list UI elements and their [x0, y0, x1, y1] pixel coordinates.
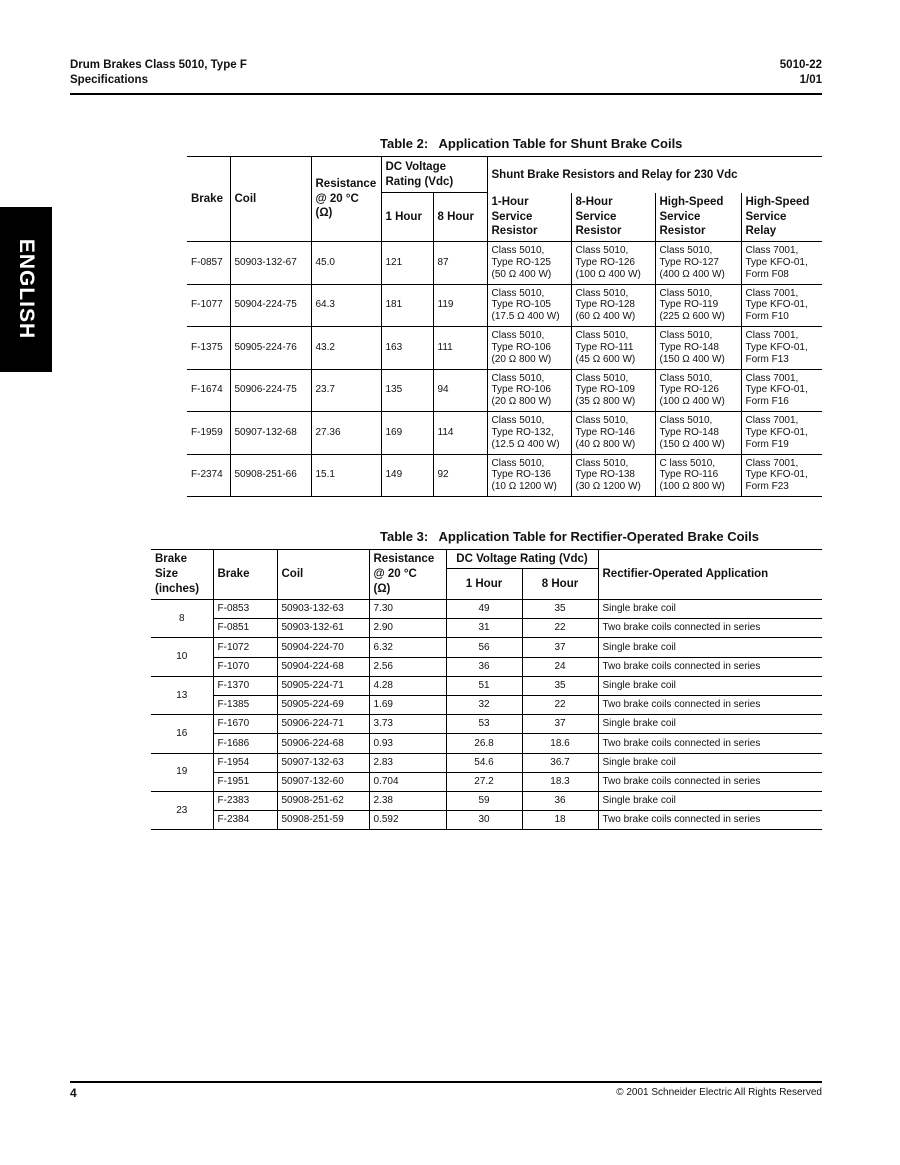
table-row	[151, 638, 822, 657]
document-title: Drum Brakes Class 5010, Type F	[70, 59, 247, 71]
cell-line: (150 Ω 400 W)	[659, 438, 725, 450]
col-header-hs-resistor: High-Speed Service Resistor	[655, 193, 741, 242]
table2-body	[187, 242, 822, 497]
col-header-application: Rectifier-Operated Application	[598, 550, 822, 600]
high-speed-resistor-cell	[655, 242, 741, 285]
brake-cell: F-1951	[213, 772, 277, 791]
table-row	[187, 284, 822, 327]
cell-line: (400 Ω 400 W)	[659, 268, 725, 280]
resistance-cell: 0.93	[369, 734, 446, 753]
application-cell: Single brake coil	[598, 600, 822, 619]
coil-cell: 50906-224-75	[230, 369, 311, 412]
brake-size-cell: 13	[151, 676, 213, 714]
eight-hour-resistor-cell	[571, 454, 655, 497]
cell-line: Type RO-148	[659, 426, 719, 438]
one-hour-cell: 54.6	[446, 753, 522, 772]
cell-line: Type RO-125	[491, 256, 551, 268]
cell-line: (100 Ω 800 W)	[659, 481, 725, 493]
size-label-1: Brake	[155, 553, 187, 565]
eight-hour-cell: 36	[522, 791, 598, 810]
cell-line: Type RO-148	[659, 341, 719, 353]
cell-line: (100 Ω 400 W)	[575, 268, 641, 280]
cell-line: Type KFO-01,	[745, 384, 808, 396]
cell-line: (20 Ω 800 W)	[491, 353, 552, 365]
cell-line: Type RO-138	[575, 469, 635, 481]
resistance-cell: 23.7	[311, 369, 381, 412]
table-row	[187, 327, 822, 370]
size-label-2: Size	[155, 568, 179, 580]
resistance-cell: 4.28	[369, 676, 446, 695]
cell-line: (12.5 Ω 400 W)	[491, 438, 560, 450]
cell-line: Class 5010,	[491, 415, 545, 427]
cell-line: Type RO-105	[491, 299, 551, 311]
table-row	[187, 242, 822, 285]
col-header-brake: Brake	[213, 550, 277, 600]
size-label-3: (inches)	[155, 583, 200, 595]
rectifier-brake-coils-table	[151, 549, 822, 830]
cell-line: (10 Ω 1200 W)	[491, 481, 557, 493]
cell-line: Type KFO-01,	[745, 341, 808, 353]
resistance-label-3: (Ω)	[315, 207, 333, 219]
resistance-cell: 2.56	[369, 657, 446, 676]
col-header-resistance	[369, 550, 446, 600]
resistance-cell: 2.90	[369, 619, 446, 638]
cell-line: Class 7001,	[745, 415, 799, 427]
application-cell: Two brake coils connected in series	[598, 734, 822, 753]
eight-hour-cell: 37	[522, 715, 598, 734]
brake-cell: F-0857	[187, 242, 230, 285]
cell-line: Type RO-128	[575, 299, 635, 311]
one-hour-resistor-cell	[487, 412, 571, 455]
one-hour-cell: 32	[446, 695, 522, 714]
brake-cell: F-1385	[213, 695, 277, 714]
resistance-cell: 0.592	[369, 811, 446, 830]
application-cell: Two brake coils connected in series	[598, 695, 822, 714]
resistance-cell: 2.83	[369, 753, 446, 772]
brake-cell: F-2383	[213, 791, 277, 810]
cell-line: Type KFO-01,	[745, 426, 808, 438]
cell-line: Class 5010,	[491, 330, 545, 342]
brake-size-cell: 16	[151, 715, 213, 753]
high-speed-relay-cell	[741, 454, 822, 497]
one-hour-cell: 181	[381, 284, 433, 327]
eight-hour-cell: 35	[522, 676, 598, 695]
cell-line: Class 7001,	[745, 457, 799, 469]
resistance-cell: 0.704	[369, 772, 446, 791]
resistance-cell: 2.38	[369, 791, 446, 810]
one-hour-cell: 36	[446, 657, 522, 676]
brake-cell: F-1072	[213, 638, 277, 657]
col-header-hs-relay: High-Speed Service Relay	[741, 193, 822, 242]
application-cell: Two brake coils connected in series	[598, 657, 822, 676]
one-hour-resistor-cell	[487, 242, 571, 285]
one-hour-cell: 51	[446, 676, 522, 695]
header-right	[780, 58, 822, 88]
coil-cell: 50907-132-68	[230, 412, 311, 455]
col-header-dc-voltage: DC Voltage Rating (Vdc)	[446, 550, 598, 569]
cell-line: Class 7001,	[745, 372, 799, 384]
document-number: 5010-22	[779, 59, 822, 71]
cell-line: Class 5010,	[659, 245, 713, 257]
cell-line: (20 Ω 800 W)	[491, 396, 552, 408]
high-speed-relay-cell	[741, 284, 822, 327]
coil-cell: 50906-224-68	[277, 734, 369, 753]
header-left	[70, 58, 247, 88]
eight-hour-cell: 36.7	[522, 753, 598, 772]
coil-cell: 50907-132-60	[277, 772, 369, 791]
brake-cell: F-2384	[213, 811, 277, 830]
high-speed-resistor-cell	[655, 284, 741, 327]
cell-line: Class 5010,	[659, 415, 713, 427]
brake-size-cell: 23	[151, 791, 213, 829]
cell-line: (60 Ω 400 W)	[575, 311, 636, 323]
table-row	[187, 369, 822, 412]
application-cell: Single brake coil	[598, 676, 822, 695]
eight-hour-cell: 87	[433, 242, 487, 285]
brake-size-cell: 19	[151, 753, 213, 791]
table-row	[151, 657, 822, 676]
resistance-label-2: @ 20 °C	[315, 192, 359, 205]
application-cell: Two brake coils connected in series	[598, 811, 822, 830]
resistance-cell: 6.32	[369, 638, 446, 657]
coil-cell: 50905-224-71	[277, 676, 369, 695]
col-header-coil: Coil	[230, 157, 311, 242]
cell-line: Class 5010,	[575, 287, 629, 299]
coil-cell: 50906-224-71	[277, 715, 369, 734]
eight-hour-cell: 18.3	[522, 772, 598, 791]
cell-line: (35 Ω 800 W)	[575, 396, 636, 408]
eight-hour-cell: 92	[433, 454, 487, 497]
eight-hour-cell: 22	[522, 695, 598, 714]
resistance-cell: 45.0	[311, 242, 381, 285]
resistance-cell: 7.30	[369, 600, 446, 619]
resistance-label-3: (Ω)	[373, 583, 391, 595]
coil-cell: 50904-224-70	[277, 638, 369, 657]
brake-cell: F-1959	[187, 412, 230, 455]
eight-hour-cell: 37	[522, 638, 598, 657]
cell-line: Class 5010,	[659, 372, 713, 384]
document-date: 1/01	[799, 74, 822, 86]
copyright-notice: © 2001 Schneider Electric All Rights Reserved	[616, 1087, 822, 1098]
cell-line: Type RO-132,	[491, 426, 554, 438]
cell-line: Class 5010,	[659, 287, 713, 299]
eight-hour-resistor-cell	[571, 242, 655, 285]
col-header-8h-resistor: 8-Hour Service Resistor	[571, 193, 655, 242]
col-header-brake: Brake	[187, 157, 230, 242]
one-hour-cell: 59	[446, 791, 522, 810]
eight-hour-resistor-cell	[571, 412, 655, 455]
high-speed-relay-cell	[741, 369, 822, 412]
cell-line: Type RO-106	[491, 341, 551, 353]
table-row	[151, 715, 822, 734]
eight-hour-resistor-cell	[571, 369, 655, 412]
cell-line: Class 5010,	[491, 245, 545, 257]
table-row	[187, 412, 822, 455]
table-row	[151, 600, 822, 619]
cell-line: (100 Ω 400 W)	[659, 396, 725, 408]
one-hour-resistor-cell	[487, 284, 571, 327]
brake-size-cell: 10	[151, 638, 213, 676]
application-cell: Two brake coils connected in series	[598, 772, 822, 791]
one-hour-cell: 27.2	[446, 772, 522, 791]
resistance-cell: 27.36	[311, 412, 381, 455]
resistance-label-2: @ 20 °C	[373, 568, 417, 580]
one-hour-cell: 31	[446, 619, 522, 638]
cell-line: (150 Ω 400 W)	[659, 353, 725, 365]
brake-cell: F-1670	[213, 715, 277, 734]
cell-line: Form F08	[745, 268, 789, 280]
one-hour-resistor-cell	[487, 369, 571, 412]
language-side-tab	[0, 207, 52, 372]
coil-cell: 50907-132-63	[277, 753, 369, 772]
eight-hour-cell: 18.6	[522, 734, 598, 753]
cell-line: Type RO-111	[575, 341, 634, 353]
resistance-cell: 64.3	[311, 284, 381, 327]
cell-line: Type RO-126	[659, 384, 719, 396]
coil-cell: 50904-224-68	[277, 657, 369, 676]
table-row	[151, 734, 822, 753]
col-header-coil: Coil	[277, 550, 369, 600]
footer-rule	[70, 1081, 822, 1083]
coil-cell: 50908-251-62	[277, 791, 369, 810]
cell-line: Class 5010,	[575, 372, 629, 384]
brake-cell: F-1070	[213, 657, 277, 676]
table-row	[151, 791, 822, 810]
coil-cell: 50903-132-63	[277, 600, 369, 619]
cell-line: Type RO-136	[491, 469, 551, 481]
brake-cell: F-2374	[187, 454, 230, 497]
cell-line: Form F19	[745, 438, 789, 450]
cell-line: Class 5010,	[491, 372, 545, 384]
cell-line: (50 Ω 400 W)	[491, 268, 552, 280]
eight-hour-resistor-cell	[571, 284, 655, 327]
shunt-brake-coils-table	[187, 156, 822, 497]
brake-cell: F-0851	[213, 619, 277, 638]
cell-line: C lass 5010,	[659, 457, 716, 469]
high-speed-resistor-cell	[655, 327, 741, 370]
language-label: ENGLISH	[15, 238, 38, 340]
table-row	[187, 454, 822, 497]
high-speed-resistor-cell	[655, 454, 741, 497]
brake-cell: F-1375	[187, 327, 230, 370]
application-cell: Single brake coil	[598, 791, 822, 810]
cell-line: Form F23	[745, 481, 789, 493]
cell-line: Class 5010,	[659, 330, 713, 342]
eight-hour-cell: 94	[433, 369, 487, 412]
one-hour-cell: 53	[446, 715, 522, 734]
eight-hour-cell: 18	[522, 811, 598, 830]
brake-cell: F-1077	[187, 284, 230, 327]
table-row	[151, 811, 822, 830]
col-header-1-hour: 1 Hour	[446, 569, 522, 600]
cell-line: Type RO-106	[491, 384, 551, 396]
cell-line: Type RO-127	[659, 256, 719, 268]
one-hour-cell: 56	[446, 638, 522, 657]
one-hour-cell: 49	[446, 600, 522, 619]
brake-cell: F-1954	[213, 753, 277, 772]
page-number: 4	[70, 1086, 77, 1100]
cell-line: Type RO-119	[659, 299, 719, 311]
brake-cell: F-1686	[213, 734, 277, 753]
coil-cell: 50905-224-76	[230, 327, 311, 370]
table2-caption: Table 2: Application Table for Shunt Brake Coils	[380, 136, 683, 151]
cell-line: (17.5 Ω 400 W)	[491, 311, 560, 323]
cell-line: Class 7001,	[745, 330, 799, 342]
application-cell: Single brake coil	[598, 753, 822, 772]
resistance-label-1: Resistance	[315, 178, 377, 190]
high-speed-relay-cell	[741, 412, 822, 455]
cell-line: Type RO-109	[575, 384, 635, 396]
cell-line: Type RO-126	[575, 256, 635, 268]
col-header-dc-voltage: DC Voltage Rating (Vdc)	[381, 157, 487, 193]
cell-line: Class 5010,	[575, 330, 629, 342]
col-header-shunt-resistors: Shunt Brake Resistors and Relay for 230 Vdc	[487, 157, 822, 193]
cell-line: Type RO-116	[659, 469, 719, 481]
cell-line: Form F13	[745, 353, 789, 365]
one-hour-cell: 149	[381, 454, 433, 497]
cell-line: Type RO-146	[575, 426, 635, 438]
cell-line: Class 5010,	[575, 245, 629, 257]
cell-line: Form F16	[745, 396, 789, 408]
table-row	[151, 619, 822, 638]
brake-size-cell: 8	[151, 600, 213, 638]
coil-cell: 50905-224-69	[277, 695, 369, 714]
brake-cell: F-0853	[213, 600, 277, 619]
coil-cell: 50903-132-67	[230, 242, 311, 285]
brake-cell: F-1370	[213, 676, 277, 695]
one-hour-resistor-cell	[487, 327, 571, 370]
cell-line: Class 5010,	[491, 287, 545, 299]
application-cell: Single brake coil	[598, 638, 822, 657]
cell-line: Class 5010,	[575, 457, 629, 469]
eight-hour-cell: 119	[433, 284, 487, 327]
eight-hour-resistor-cell	[571, 327, 655, 370]
one-hour-cell: 169	[381, 412, 433, 455]
one-hour-cell: 163	[381, 327, 433, 370]
high-speed-resistor-cell	[655, 369, 741, 412]
col-header-1-hour: 1 Hour	[381, 193, 433, 242]
cell-line: Type KFO-01,	[745, 469, 808, 481]
cell-line: (45 Ω 600 W)	[575, 353, 636, 365]
cell-line: Type KFO-01,	[745, 256, 808, 268]
brake-cell: F-1674	[187, 369, 230, 412]
table3-body	[151, 600, 822, 830]
high-speed-relay-cell	[741, 242, 822, 285]
eight-hour-cell: 22	[522, 619, 598, 638]
coil-cell: 50908-251-59	[277, 811, 369, 830]
table-row	[151, 676, 822, 695]
resistance-cell: 1.69	[369, 695, 446, 714]
resistance-label-1: Resistance	[373, 553, 435, 565]
col-header-8-hour: 8 Hour	[522, 569, 598, 600]
table-row	[151, 772, 822, 791]
one-hour-cell: 26.8	[446, 734, 522, 753]
col-header-resistance	[311, 157, 381, 242]
high-speed-resistor-cell	[655, 412, 741, 455]
col-header-8-hour: 8 Hour	[433, 193, 487, 242]
resistance-cell: 15.1	[311, 454, 381, 497]
one-hour-cell: 121	[381, 242, 433, 285]
cell-line: Form F10	[745, 311, 789, 323]
cell-line: Class 5010,	[575, 415, 629, 427]
cell-line: Type KFO-01,	[745, 299, 808, 311]
cell-line: (40 Ω 800 W)	[575, 438, 636, 450]
col-header-brake-size	[151, 550, 213, 600]
eight-hour-cell: 111	[433, 327, 487, 370]
coil-cell: 50908-251-66	[230, 454, 311, 497]
one-hour-cell: 30	[446, 811, 522, 830]
header-rule	[70, 93, 822, 95]
table-row	[151, 695, 822, 714]
document-subtitle: Specifications	[70, 74, 148, 86]
cell-line: Class 5010,	[491, 457, 545, 469]
eight-hour-cell: 35	[522, 600, 598, 619]
cell-line: (30 Ω 1200 W)	[575, 481, 641, 493]
eight-hour-cell: 24	[522, 657, 598, 676]
one-hour-cell: 135	[381, 369, 433, 412]
resistance-cell: 43.2	[311, 327, 381, 370]
table-row	[151, 753, 822, 772]
high-speed-relay-cell	[741, 327, 822, 370]
cell-line: (225 Ω 600 W)	[659, 311, 725, 323]
col-header-1h-resistor: 1-Hour Service Resistor	[487, 193, 571, 242]
eight-hour-cell: 114	[433, 412, 487, 455]
application-cell: Two brake coils connected in series	[598, 619, 822, 638]
cell-line: Class 7001,	[745, 245, 799, 257]
cell-line: Class 7001,	[745, 287, 799, 299]
one-hour-resistor-cell	[487, 454, 571, 497]
coil-cell: 50903-132-61	[277, 619, 369, 638]
coil-cell: 50904-224-75	[230, 284, 311, 327]
application-cell: Single brake coil	[598, 715, 822, 734]
resistance-cell: 3.73	[369, 715, 446, 734]
table3-caption: Table 3: Application Table for Rectifier-Operated Brake Coils	[380, 529, 760, 544]
